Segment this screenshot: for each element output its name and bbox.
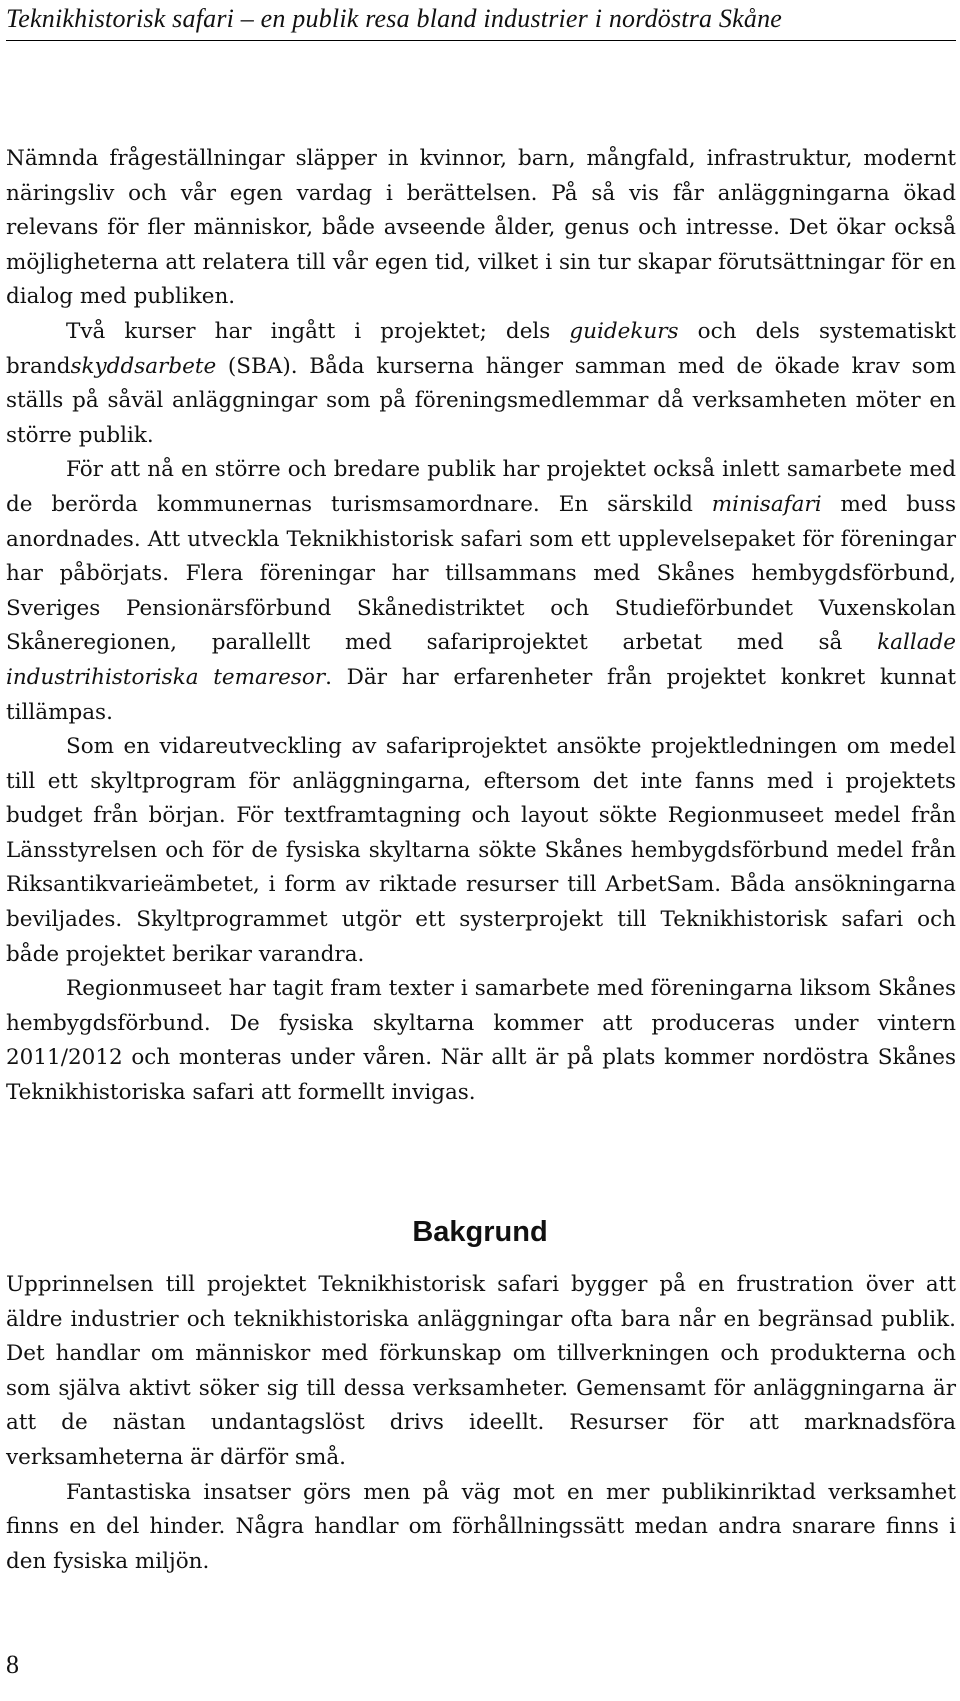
paragraph: För att nå en större och bredare publik har projektet också inlett samarbete med de berörda kommunernas turismsamordnare. En särskild minisafari med buss anordnades. Att utveckla Teknikhistorisk safari som ett upplevelsepaket för föreningar har påbörjats. Flera föreningar har tillsammans med Skånes hembygdsförbund, Sveriges Pensionärsförbund Skånedistriktet och Studieförbundet Vuxenskolan Skåneregionen, parallellt med safariprojektet arbetat med så kallade industrihistoriska temaresor. Där har erfarenheter från projektet konkret kunnat tillämpas. bbox=[6, 457, 956, 725]
main-text bbox=[6, 142, 956, 1111]
section-text bbox=[6, 1268, 956, 1579]
paragraph: Regionmuseet har tagit fram texter i samarbete med föreningarna liksom Skånes hembygdsförbund. De fysiska skyltarna kommer att produceras under vintern 2011/2012 och monteras under våren. När allt är på plats kommer nordöstra Skånes Teknikhistoriska safari att formellt invigas. bbox=[6, 976, 956, 1106]
paragraph: Upprinnelsen till projektet Teknikhistorisk safari bygger på en frustration över att äldre industrier och teknikhistoriska anläggningar ofta bara når en begränsad publik. Det handlar om människor med förkunskap om tillverkningen och produkterna och som själva aktivt söker sig till dessa verksamheter. Gemensamt för anläggningarna är att de nästan undantagslöst drivs ideellt. Resurser för att marknadsföra verksamheterna är därför små. bbox=[6, 1272, 956, 1470]
paragraph: Som en vidareutveckling av safariprojektet ansökte projektledningen om medel till ett skyltprogram för anläggningarna, eftersom det inte fanns med i projektets budget från början. För textframtagning och layout sökte Regionmuseet medel från Länsstyrelsen och för de fysiska skyltarna sökte Skånes hembygdsförbund medel från Riksantikvarieämbetet, i form av riktade resurser till ArbetSam. Båda ansökningarna beviljades. Skyltprogrammet utgör ett systerprojekt till Teknikhistorisk safari och både projektet berikar varandra. bbox=[6, 734, 956, 967]
paragraph: Två kurser har ingått i projektet; dels guidekurs och dels systematiskt brandskyddsarbete (SBA). Båda kurserna hänger samman med de ökade krav som ställs på såväl anläggningar som på föreningsmedlemmar då verksamheten möter en större publik. bbox=[6, 318, 957, 448]
paragraph: Nämnda frågeställningar släpper in kvinnor, barn, mångfald, infrastruktur, modernt näringsliv och vår egen vardag i berättelsen. På så vis får anläggningarna ökad relevans för fler människor, både avseende ålder, genus och intresse. Det ökar också möjligheterna att relatera till vår egen tid, vilket i sin tur skapar förutsättningar för en dialog med publiken. bbox=[6, 146, 956, 310]
italic-term: kallade industrihistoriska temaresor bbox=[6, 630, 956, 690]
page-number: 8 bbox=[6, 1650, 19, 1679]
italic-term: skyddsarbete bbox=[70, 353, 217, 379]
italic-term: guidekurs bbox=[569, 318, 679, 344]
running-header: Teknikhistorisk safari – en publik resa bland industrier i nordöstra Skåne bbox=[6, 4, 783, 33]
section-heading: Bakgrund bbox=[412, 1216, 548, 1248]
header-rule bbox=[6, 40, 956, 41]
italic-term: minisafari bbox=[711, 491, 822, 517]
paragraph: Fantastiska insatser görs men på väg mot en mer publikinriktad verksamhet finns en del hinder. Några handlar om förhållningssätt medan andra snarare finns i den fysiska miljön. bbox=[6, 1479, 956, 1574]
